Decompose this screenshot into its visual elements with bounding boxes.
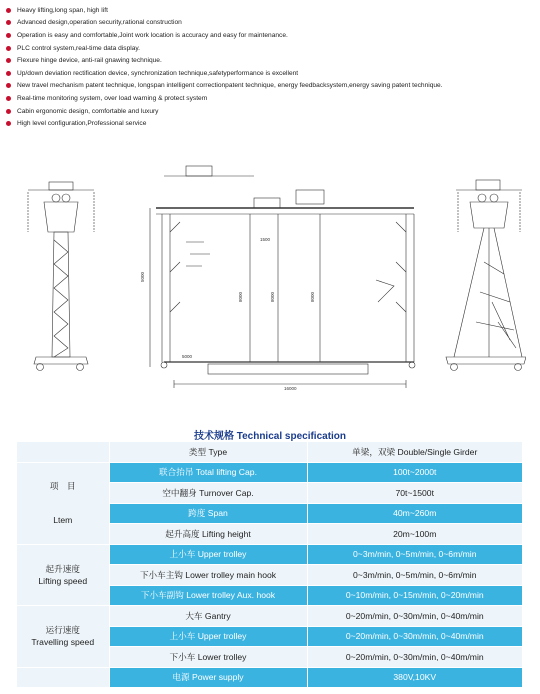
row-value: 40m~260m <box>307 503 522 524</box>
group-label-en: Ltem <box>53 515 73 525</box>
spec-title: 技术规格 Technical specification <box>193 431 347 442</box>
row-value: 0~20m/min, 0~30m/min, 0~40m/min <box>307 626 522 647</box>
table-row <box>17 442 522 462</box>
row-label: 大车 Gantry <box>109 606 307 627</box>
row-value: 0~3m/min, 0~5m/min, 0~6m/min <box>307 565 522 586</box>
group-label-cn: 运行速度 <box>45 625 80 636</box>
feature-list <box>6 4 536 130</box>
group-travelling-speed <box>17 606 109 668</box>
bullet-icon <box>6 109 11 114</box>
row-label: 起升高度 Lifting height <box>109 524 307 545</box>
bullet-icon <box>6 46 11 51</box>
feature-item: Real-time monitoring system, over load warning & protect system <box>6 92 536 105</box>
table-row <box>17 544 522 565</box>
dimension-span: 16000 <box>284 386 297 391</box>
left-side-view <box>28 182 94 371</box>
bullet-icon <box>6 20 11 25</box>
bullet-icon <box>6 121 11 126</box>
row-value: 0~3m/min, 0~5m/min, 0~6m/min <box>307 544 522 565</box>
gantry-crane-drawing <box>14 162 526 408</box>
feature-item: Heavy lifting,long span, high lift <box>6 4 536 17</box>
table-row <box>17 462 522 483</box>
row-label: 下小车 Lower trolley <box>109 647 307 668</box>
row-value: 单梁，双梁 Double/Single Girder <box>307 442 522 462</box>
bullet-icon <box>6 83 11 88</box>
row-label: 下小车副钩 Lower trolley Aux. hook <box>109 585 307 606</box>
bullet-icon <box>6 96 11 101</box>
bullet-icon <box>6 33 11 38</box>
row-label: 跨度 Span <box>109 503 307 524</box>
row-label: 上小车 Upper trolley <box>109 626 307 647</box>
group-label-en: Travelling speed <box>31 637 95 648</box>
dimension-label: 1500 <box>260 237 271 242</box>
row-value: 0~10m/min, 0~15m/min, 0~20m/min <box>307 585 522 606</box>
row-label: 空中翻身 Turnover Cap. <box>109 483 307 504</box>
dimension-height: 5000 <box>140 271 145 282</box>
row-label: 联合抬吊 Total lifting Cap. <box>109 462 307 483</box>
feature-item: New travel mechanism patent technique, longspan intelligent correctionpatent technique, energy feedbacksystem,energy saving patent technique. <box>6 80 536 93</box>
feature-item: Advanced design,operation security,rational construction <box>6 17 536 30</box>
feature-item: PLC control system,real-time data display. <box>6 42 536 55</box>
dimension-labels <box>140 237 315 391</box>
group-label-en: Lifting speed <box>38 575 88 586</box>
row-value: 100t~2000t <box>307 462 522 483</box>
dimension-height: 8000 <box>238 291 243 302</box>
bullet-icon <box>6 58 11 63</box>
row-label: 电源 Power supply <box>109 667 307 688</box>
group-item <box>17 462 109 544</box>
row-label: 类型 Type <box>109 442 307 462</box>
row-value: 0~20m/min, 0~30m/min, 0~40m/min <box>307 606 522 627</box>
row-value: 70t~1500t <box>307 483 522 504</box>
row-label: 上小车 Upper trolley <box>109 544 307 565</box>
feature-item: Cabin ergonomic design, comfortable and luxury <box>6 105 536 118</box>
group-label-cn: 起升速度 <box>45 563 80 574</box>
group-label-cn: 项 目 <box>49 481 76 491</box>
bullet-icon <box>6 8 11 13</box>
row-label: 下小车主钩 Lower trolley main hook <box>109 565 307 586</box>
feature-item: Operation is easy and comfortable,Joint work location is accuracy and easy for maintenance. <box>6 29 536 42</box>
right-side-view <box>446 180 526 371</box>
feature-item: Flexure hinge device, anti-rail gnawing technique. <box>6 54 536 67</box>
group-lifting-speed <box>17 544 109 606</box>
table-row <box>17 606 522 627</box>
table-row <box>17 667 522 688</box>
dimension-height: 8000 <box>270 291 275 302</box>
bullet-icon <box>6 71 11 76</box>
row-value: 20m~100m <box>307 524 522 545</box>
feature-item: Up/down deviation rectification device, synchronization technique,safetyperformance is excellent <box>6 67 536 80</box>
row-value: 0~20m/min, 0~30m/min, 0~40m/min <box>307 647 522 668</box>
spec-table <box>17 442 522 688</box>
feature-item: High level configuration,Professional service <box>6 117 536 130</box>
dimension-label: 5000 <box>182 354 193 359</box>
dimension-height: 8000 <box>310 291 315 302</box>
row-value: 380V,10KV <box>307 667 522 688</box>
